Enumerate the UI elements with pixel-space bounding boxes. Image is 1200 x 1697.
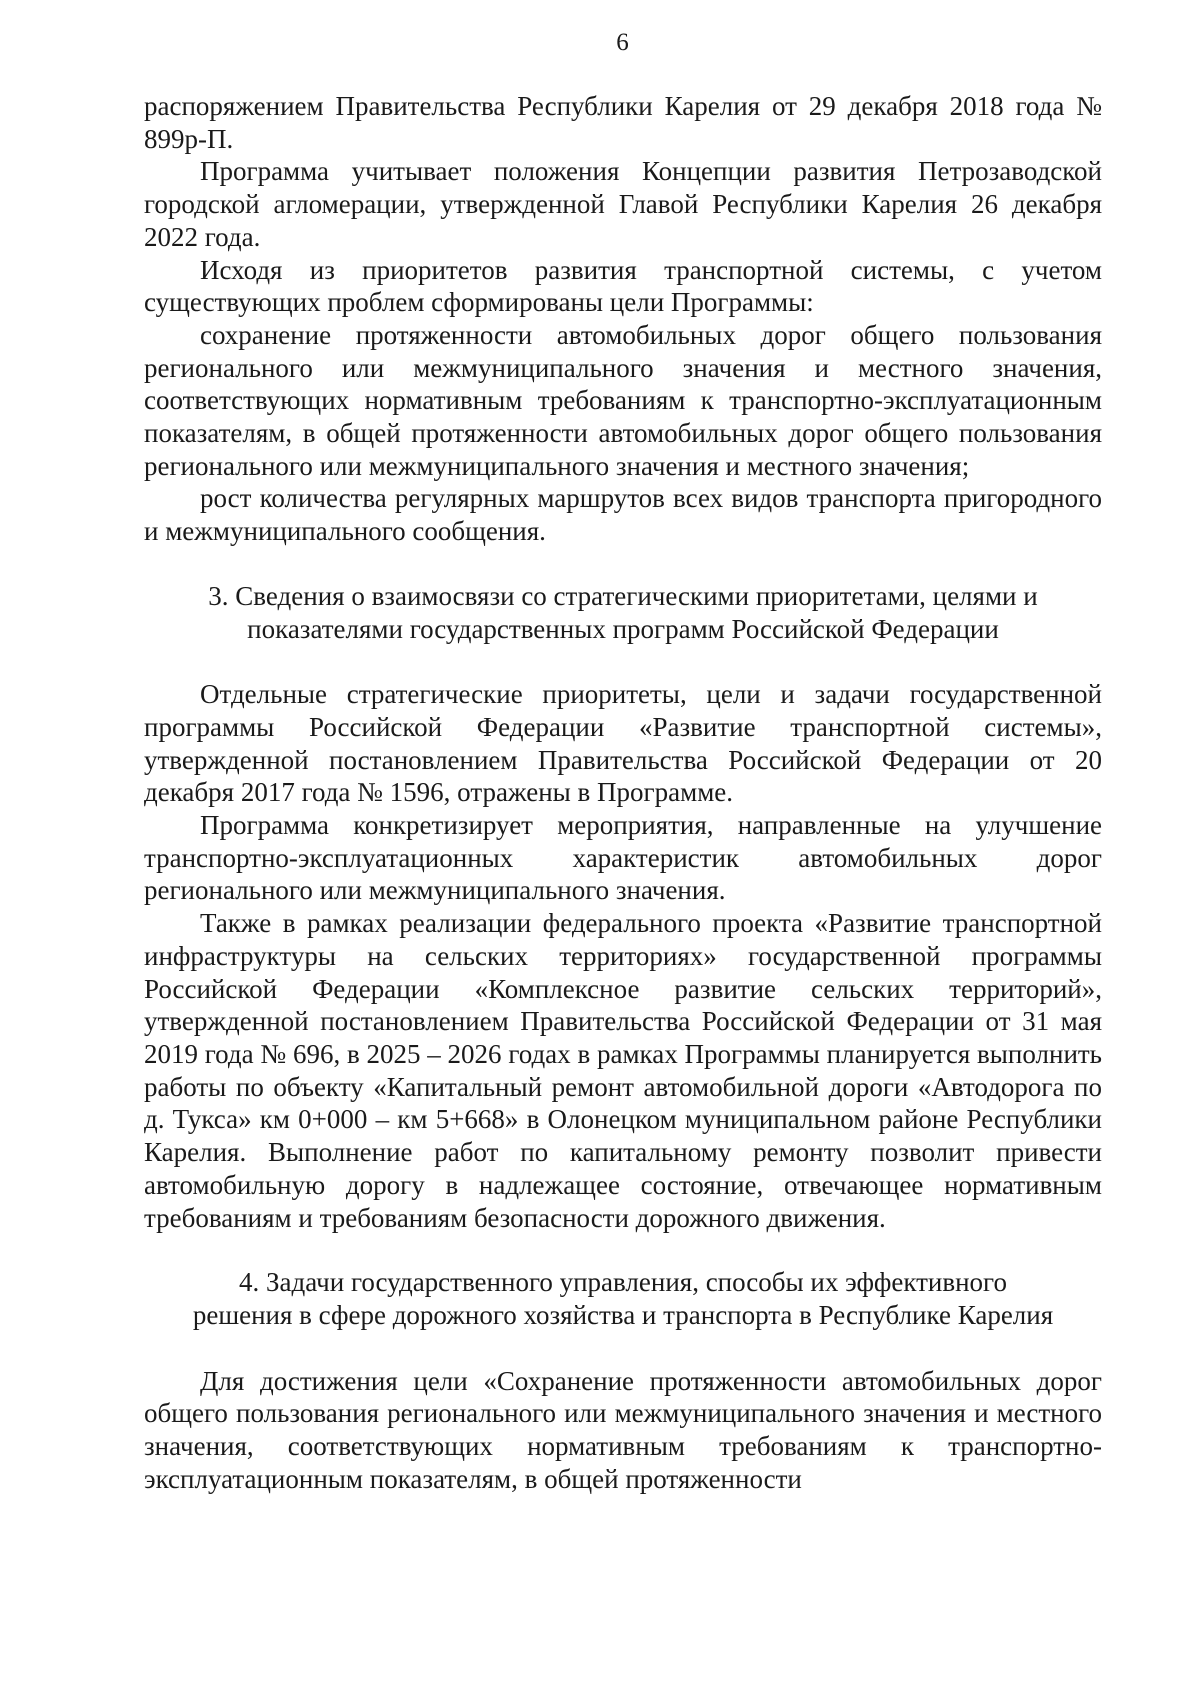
document-body (144, 90, 1102, 1495)
page-number: 6 (616, 29, 629, 56)
paragraph-goal-routes: рост количества регулярных маршрутов всех видов транспорта пригородного и межмуниципального сообщения. (144, 483, 1102, 547)
section-4-paragraph-goal: Для достижения цели «Сохранение протяженности автомобильных дорог общего пользования регионального или межмуниципального значения и местного значения, соответствующих нормативным требованиям к транспортно-эксплуатационным показателям, в общей протяженности (144, 1365, 1102, 1494)
section-3-paragraph-measures: Программа конкретизирует мероприятия, направленные на улучшение транспортно-эксплуатационных характеристик автомобильных дорог регионального или межмуниципального значения. (144, 810, 1102, 906)
section-3-paragraph-priorities: Отдельные стратегические приоритеты, цели и задачи государственной программы Российской Федерации «Развитие транспортной системы», утвержденной постановлением Правительства Российской Федерации от 20 декабря 2017 года № 1596, отражены в Программе. (144, 679, 1102, 808)
section-4-heading-line-2: решения в сфере дорожного хозяйства и транспорта в Республике Карелия (192, 1299, 1054, 1330)
section-4-heading-line-1: 4. Задачи государственного управления, способы их эффективного (239, 1267, 1007, 1298)
paragraph-decree-reference: распоряжением Правительства Республики Карелия от 29 декабря 2018 года № 899р-П. (144, 91, 1102, 154)
section-3-heading (144, 580, 1102, 645)
section-3-paragraph-rural-project: Также в рамках реализации федерального проекта «Развитие транспортной инфраструктуры на сельских территориях» государственной программы Российской Федерации «Комплексное развитие сельских территорий», утвержденной постановлением Правительства Российской Федерации от 31 мая 2019 года № 696, в 2025 – 2026 годах в рамках Программы планируется выполнить работы по объекту «Капитальный ремонт автомобильной дороги «Автодорога по д. Тукса» км 0+000 – км 5+668» в Олонецком муниципальном районе Республики Карелия. Выполнение работ по капитальному ремонту позволит привести автомобильную дорогу в надлежащее состояние, отвечающее нормативным требованиям и требованиям безопасности дорожного движения. (144, 908, 1102, 1233)
paragraph-concept: Программа учитывает положения Концепции развития Петрозаводской городской агломерации, утвержденной Главой Республики Карелия 26 декабря 2022 года. (144, 156, 1102, 252)
paragraph-goals-intro: Исходя из приоритетов развития транспортной системы, с учетом существующих проблем сформированы цели Программы: (144, 254, 1102, 318)
paragraph-goal-roads: сохранение протяженности автомобильных дорог общего пользования регионального или межмуниципального значения и местного значения, соответствующих нормативным требованиям к транспортно-эксплуатационным показателям, в общей протяженности автомобильных дорог общего пользования регионального или межмуниципального значения и местного значения; (144, 319, 1102, 481)
section-3-heading-line-2: показателями государственных программ Российской Федерации (247, 613, 999, 644)
section-3-heading-line-1: 3. Сведения о взаимосвязи со стратегическими приоритетами, целями и (208, 580, 1038, 611)
section-4-heading (144, 1266, 1102, 1331)
